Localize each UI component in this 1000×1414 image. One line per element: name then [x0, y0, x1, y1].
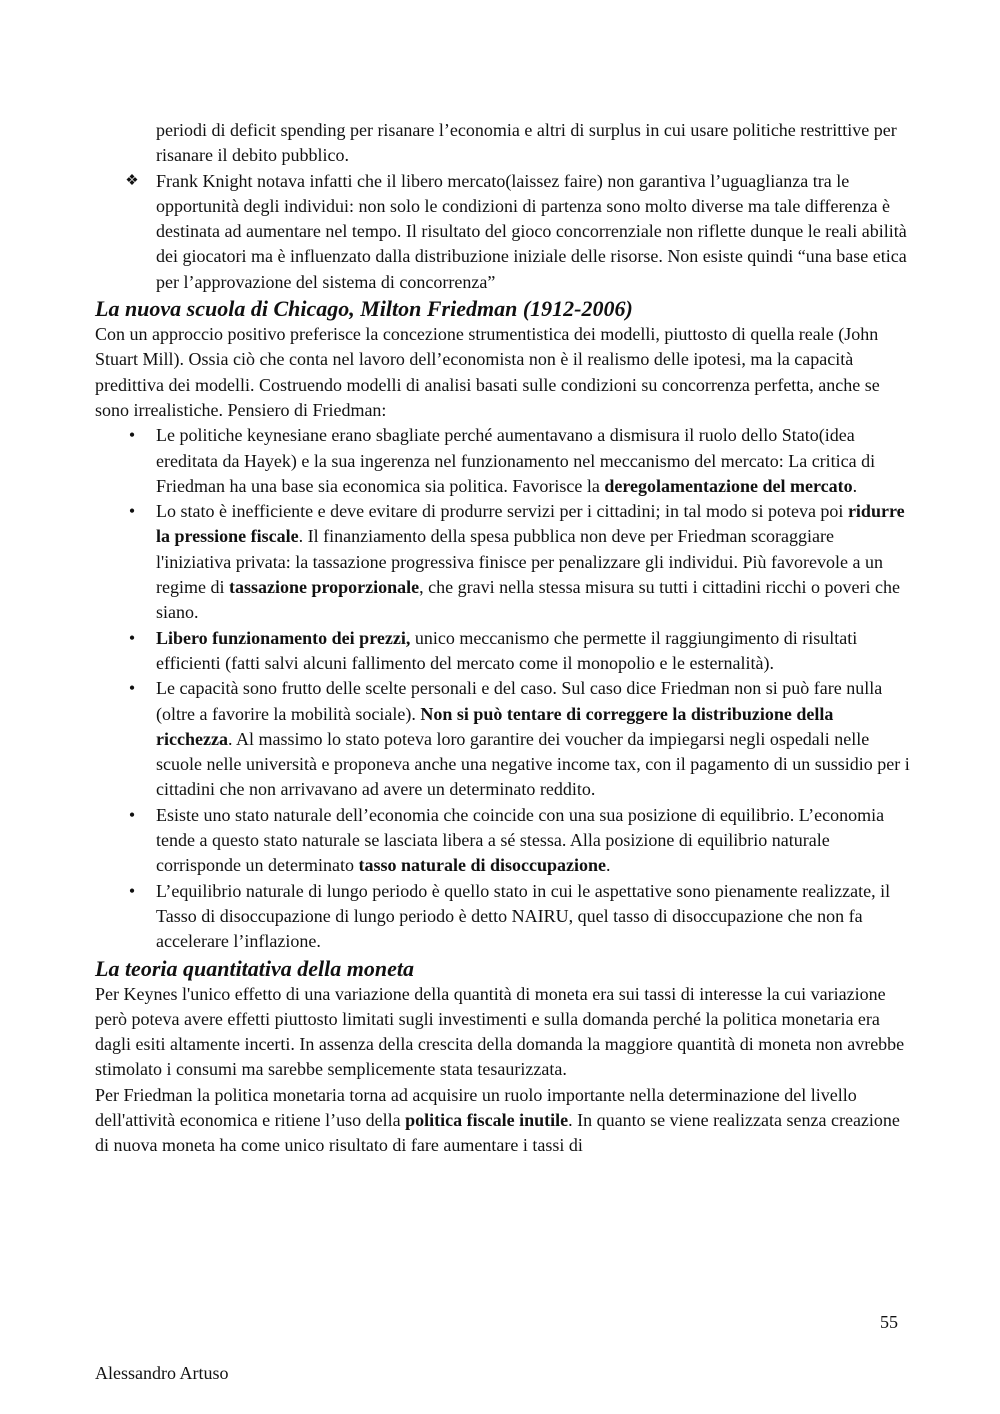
- item-text: Esiste uno stato naturale dell’economia che coincide con una sua posizione di equilibrio. L’economia tende a questo stato naturale se lasciata libera a sé stessa. Alla posizione di equilibrio naturale corrisponde un determinato: [156, 804, 885, 876]
- bullet-icon: •: [128, 425, 136, 446]
- section-heading-chicago: La nuova scuola di Chicago, Milton Friedman (1912-2006): [95, 296, 633, 322]
- knight-text: Frank Knight notava infatti che il libero mercato(laissez faire) non garantiva l’uguaglianza tra le opportunità degli individui: non solo le condizioni di partenza sono molto diverse ma tale differenza è destinata ad aumentare nel tempo. Il risultato del gioco concorrenziale non riflette dunque le reali abilità dei giocatori ma è influenzato dalla distribuzione iniziale delle risorse. Non esiste quindi “una base etica per l’approvazione del sistema di concorrenza”: [156, 170, 907, 292]
- section-intro: Con un approccio positivo preferisce la concezione strumentistica dei modelli, piuttosto di quella reale (John Stuart Mill). Ossia ciò che conta nel lavoro dell’economista non è il realismo delle ipotesi, ma la capacità predittiva dei modelli. Costruendo modelli di analisi basati sulle condizioni su concorrenza perfetta, anche se sono irrealistiche. Pensiero di Friedman:: [95, 324, 880, 420]
- list-item: [95, 676, 910, 802]
- list-item: [95, 499, 910, 625]
- footer-author: Alessandro Artuso: [95, 1363, 229, 1383]
- bullet-icon: •: [128, 880, 136, 901]
- item-text: .: [605, 855, 611, 876]
- paragraph-text: . In quanto se viene realizzata senza creazione di nuova moneta ha come unico risultato di fare aumentare i tassi di: [95, 1109, 900, 1156]
- item-text: Le capacità sono frutto delle scelte personali e del caso. Sul caso dice Friedman non si può fare nulla (oltre a favorire la mobilità sociale).: [156, 678, 883, 724]
- list-item: [95, 626, 910, 677]
- item-text: unico meccanismo che permette il raggiungimento di risultati efficienti (fatti salvi alcuni fallimento del mercato come il monopolio e le esternalità).: [156, 627, 858, 673]
- list-item: [95, 423, 910, 499]
- item-bold-text: deregolamentazione del mercato: [604, 475, 853, 496]
- section-heading-quantity-theory: La teoria quantitativa della moneta: [95, 955, 414, 981]
- paragraph-text: Per Friedman la politica monetaria torna ad acquisire un ruolo importante nella determinazione del livello dell'attività economica e ritiene l’uso della: [95, 1084, 857, 1130]
- page-body: [95, 118, 910, 1159]
- item-bold-text: Non si può tentare di correggere la distribuzione della ricchezza: [156, 703, 834, 749]
- list-item-knight: [95, 169, 910, 295]
- paragraph-friedman: [95, 1083, 910, 1159]
- item-text: . Il finanziamento della spesa pubblica non deve per Friedman scoraggiare l'iniziativa privata: la tassazione progressiva finisce per penalizzare gli individui. Più favorevole a un regime di: [156, 526, 883, 598]
- bullet-icon: •: [128, 804, 136, 825]
- item-text: , che gravi nella stessa misura su tutti i cittadini ricchi o poveri che siano.: [156, 577, 901, 623]
- diamond-bullet-icon: ❖: [125, 172, 139, 189]
- item-text: Le politiche keynesiane erano sbagliate perché aumentavano a dismisura il ruolo dello Stato(idea ereditata da Hayek) e la sua ingerenza nel funzionamento nel meccanismo del mercato: La critica di Friedman ha una base sia economica sia politica. Favorisce la: [156, 425, 876, 496]
- page-number: 55: [880, 1312, 898, 1332]
- item-bold-text: tasso naturale di disoccupazione: [358, 855, 606, 876]
- item-text: Lo stato è inefficiente e deve evitare di produrre servizi per i cittadini; in tal modo si poteva poi: [156, 501, 848, 522]
- item-bold-text: tassazione proporzionale: [228, 577, 420, 598]
- bullet-icon: •: [128, 501, 136, 522]
- item-bold-text: ridurre la pressione fiscale: [156, 501, 905, 547]
- item-text: L’equilibrio naturale di lungo periodo è quello stato in cui le aspettative sono pienamente realizzate, il Tasso di disoccupazione di lungo periodo è detto NAIRU, quel tasso di disoccupazione che non fa accelerare l’inflazione.: [156, 880, 891, 952]
- item-text: .: [852, 475, 858, 496]
- continued-paragraph: periodi di deficit spending per risanare l’economia e altri di surplus in cui usare politiche restrittive per risanare il debito pubblico.: [156, 120, 897, 166]
- item-text: . Al massimo lo stato poteva loro garantire dei voucher da impiegarsi negli ospedali nelle scuole nelle università e proponeva anche una negative income tax, con il pagamento di un sussidio per i cittadini che non arrivavano ad avere un determinato reddito.: [156, 728, 910, 800]
- item-bold-text: Libero funzionamento dei prezzi,: [156, 627, 411, 648]
- bullet-icon: •: [128, 678, 136, 699]
- list-item: [95, 879, 910, 955]
- paragraph-bold-text: politica fiscale inutile: [405, 1109, 569, 1130]
- list-item: [95, 803, 910, 879]
- bullet-icon: •: [128, 627, 136, 648]
- paragraph-keynes: Per Keynes l'unico effetto di una variazione della quantità di moneta era sui tassi di interesse la cui variazione però poteva avere effetti piuttosto limitati sugli investimenti e sulla domanda perché la politica monetaria era dagli esiti altamente incerti. In assenza della crescita della domanda la maggiore quantità di moneta non avrebbe stimolato i consumi ma sarebbe semplicemente stata tesaurizzata.: [95, 983, 905, 1080]
